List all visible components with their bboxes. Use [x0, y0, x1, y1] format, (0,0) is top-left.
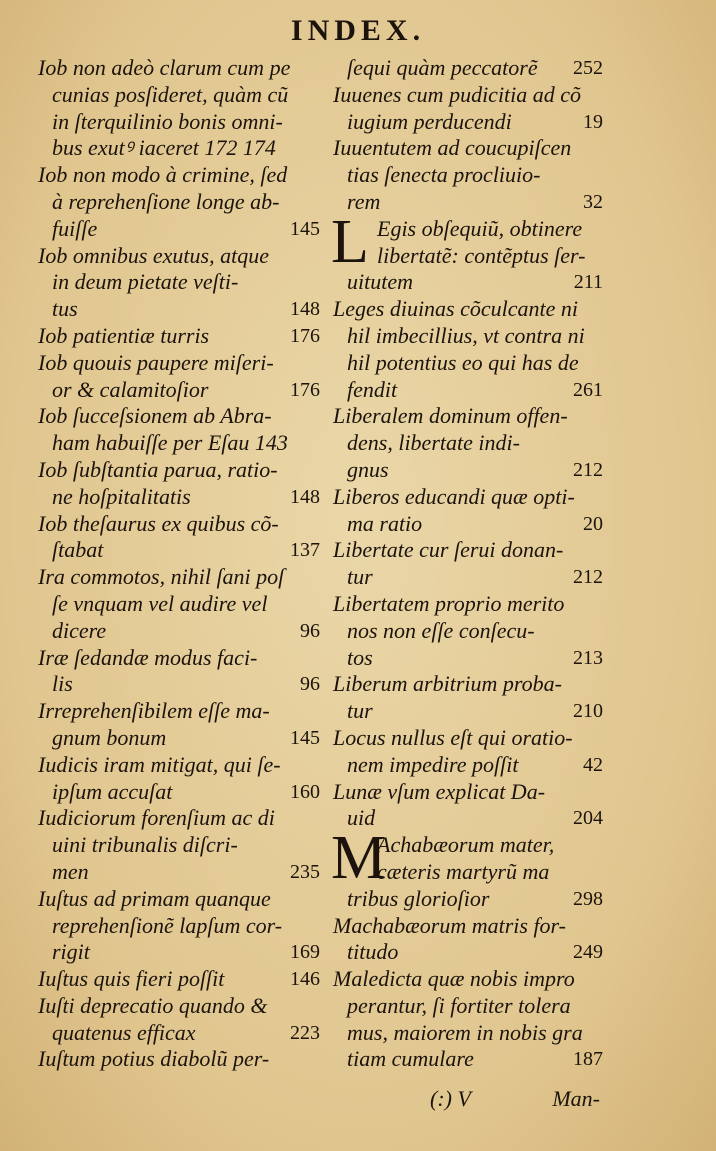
index-entry-line	[333, 886, 603, 913]
index-entry-line	[38, 725, 320, 752]
index-entry-line	[38, 243, 320, 270]
index-entry-text: tiam cumulare	[347, 1046, 474, 1072]
index-entry-line	[333, 457, 603, 484]
index-entry-text: ſe vnquam vel audire vel	[52, 590, 268, 616]
index-entry-line	[38, 886, 320, 913]
index-entry-line	[333, 698, 603, 725]
page-reference: 145	[290, 217, 320, 240]
index-entry-line	[333, 779, 603, 806]
index-entry-line	[333, 859, 603, 886]
index-entry-line	[38, 618, 320, 645]
page-reference: 176	[290, 378, 320, 401]
index-entry-text: rem	[347, 188, 381, 214]
index-entry-text: Iob non adeò clarum cum pe	[38, 55, 291, 80]
index-entry-line	[38, 377, 320, 404]
index-entry-line	[38, 859, 320, 886]
index-entry-line	[38, 162, 320, 189]
index-entry-line	[38, 189, 320, 216]
index-entry-line	[38, 109, 320, 136]
index-entry-line	[38, 296, 320, 323]
index-entry-line	[38, 939, 320, 966]
index-entry-text: Iob patientiæ turris	[38, 322, 210, 348]
index-entry-line	[333, 269, 603, 296]
index-entry-line	[333, 591, 603, 618]
index-entry-text: Maledicta quæ nobis impro	[333, 966, 575, 992]
index-entry-line	[38, 457, 320, 484]
page-reference: 187	[573, 1048, 603, 1071]
index-entry-text: Machabæorum matris for-	[333, 912, 567, 938]
index-entry-line	[38, 966, 320, 993]
page-footer	[430, 1086, 600, 1116]
page-reference: 252	[573, 57, 603, 79]
index-entry-line	[333, 671, 603, 698]
index-entry-text: ſtabat	[52, 537, 104, 563]
catchword: Man-	[552, 1086, 600, 1111]
index-entry-line	[333, 403, 603, 430]
index-entry-line	[38, 832, 320, 859]
index-entry-text: hil potentius eo qui has de	[347, 349, 579, 375]
index-entry-line	[38, 591, 320, 618]
index-entry-line	[38, 537, 320, 564]
index-entry-text: gnum bonum	[52, 724, 167, 750]
index-entry-text: titudo	[347, 939, 399, 965]
page-reference: 145	[290, 726, 320, 749]
index-entry-text: Iob omnibus exutus, atque	[38, 242, 269, 268]
index-entry-line	[38, 698, 320, 725]
index-entry-text: ipſum accuſat	[52, 778, 173, 804]
index-entry-text: Liberum arbitrium proba-	[333, 671, 562, 697]
page-reference: 235	[290, 860, 320, 883]
page-reference: 146	[290, 968, 320, 991]
page-reference: 210	[573, 700, 603, 723]
index-entry-text: rigit	[52, 939, 90, 965]
page-reference: 169	[290, 941, 320, 964]
index-entry-text: Libertate cur ſerui donan-	[333, 537, 564, 563]
index-entry-text: reprehenſionẽ lapſum cor-	[52, 912, 283, 938]
index-entry-line	[38, 1046, 320, 1073]
index-entry-text: cunias posſideret, quàm cũ	[52, 81, 289, 107]
index-entry-text: tus	[52, 296, 78, 322]
page-reference: 160	[290, 780, 320, 803]
index-entry-line	[38, 269, 320, 296]
index-entry-line	[333, 323, 603, 350]
page-reference: 96	[300, 619, 320, 642]
index-entry-line	[333, 913, 603, 940]
index-entry-line	[333, 350, 603, 377]
drop-capital: L	[331, 207, 369, 276]
index-entry-text: gnus	[347, 456, 389, 482]
index-entry-text: fuiſſe	[52, 215, 98, 241]
index-entry-line	[333, 511, 603, 538]
index-entry-text: dens, libertate indi-	[347, 430, 520, 456]
index-entry-text: ne hoſpitalitatis	[52, 483, 191, 509]
index-entry-line	[333, 1020, 603, 1047]
index-entry-text: Irreprehenſibilem eſſe ma-	[38, 698, 270, 724]
index-entry-text: mus, maiorem in nobis gra	[347, 1019, 583, 1045]
index-entry-text: tias ſenecta procliuio-	[347, 162, 541, 188]
index-entry-text: Egis obſequiũ, obtinere	[377, 215, 583, 241]
page-reference: 137	[290, 539, 320, 562]
index-entry-line	[38, 671, 320, 698]
index-entry-text: Iræ ſedandæ modus faci-	[38, 644, 258, 670]
index-entry-line	[333, 243, 603, 270]
index-entry-text: Iob quouis paupere miſeri-	[38, 349, 274, 375]
index-entry-line	[333, 82, 603, 109]
index-entry-text: Lunæ vſum explicat Da-	[333, 778, 546, 804]
page-reference: 148	[290, 485, 320, 508]
index-entry-line	[38, 216, 320, 243]
index-entry-line	[333, 752, 603, 779]
index-entry-text: Iudiciorum forenſium ac di	[38, 805, 275, 831]
index-entry-line	[38, 82, 320, 109]
index-entry-text: à reprehenſione longe ab-	[52, 188, 280, 214]
index-entry-text: ſequi quàm peccatorẽ	[347, 55, 538, 80]
page-reference: 32	[583, 190, 603, 213]
page-reference: 19	[583, 110, 603, 133]
page-reference: 261	[573, 378, 603, 401]
page-reference: 223	[290, 1021, 320, 1044]
index-entry-line	[38, 564, 320, 591]
index-entry-text: Iuſtum potius diabolũ per-	[38, 1046, 270, 1072]
index-entry-text: tur	[347, 698, 373, 724]
page-reference: 213	[573, 646, 603, 669]
index-entry-text: Liberos educandi quæ opti-	[333, 483, 575, 509]
index-entry-line	[333, 55, 603, 82]
index-entry-text: lis	[52, 671, 73, 697]
index-entry-text: in deum pietate veſti-	[52, 269, 239, 295]
index-entry-text: Iuſti deprecatio quando &	[38, 992, 268, 1018]
index-entry-line	[333, 564, 603, 591]
index-entry-text: nem impedire poſſit	[347, 751, 519, 777]
index-entry-line	[38, 323, 320, 350]
index-entry-line	[333, 430, 603, 457]
index-entry-line	[38, 135, 320, 162]
index-entry-text: tos	[347, 644, 373, 670]
page-reference: 211	[573, 271, 603, 294]
index-entry-text: tur	[347, 564, 373, 590]
page-reference: 204	[573, 807, 603, 830]
index-entry-text: tribus glorioſior	[347, 885, 490, 911]
page-reference: 20	[583, 512, 603, 535]
index-entry-text: ma ratio	[347, 510, 423, 536]
index-entry-line	[38, 645, 320, 672]
index-entry-line	[333, 993, 603, 1020]
index-entry-line	[333, 377, 603, 404]
index-entry-text: cæteris martyrũ ma	[377, 858, 550, 884]
index-entry-line	[333, 484, 603, 511]
index-entry-text: or & calamitoſior	[52, 376, 209, 402]
index-entry-line	[38, 752, 320, 779]
index-entry-line	[333, 939, 603, 966]
index-entry-line	[333, 537, 603, 564]
index-entry-text: Iuuentutem ad coucupiſcen	[333, 135, 572, 161]
index-entry-line	[38, 55, 320, 82]
page-reference: 212	[573, 458, 603, 481]
page-reference: 298	[573, 887, 603, 910]
page-reference: 148	[290, 298, 320, 321]
index-entry-text: iugium perducendi	[347, 108, 512, 134]
index-entry-text: quatenus efficax	[52, 1019, 196, 1045]
index-entry-text: Liberalem dominum offen-	[333, 403, 568, 429]
page-reference: 212	[573, 566, 603, 589]
index-entry-text: dicere	[52, 617, 107, 643]
index-entry-line	[38, 484, 320, 511]
drop-capital: M	[331, 824, 387, 893]
index-entry-text: Ira commotos, nihil ſani poſ	[38, 564, 285, 590]
index-entry-line	[333, 296, 603, 323]
index-entry-text: fendit	[347, 376, 398, 402]
index-entry-text: men	[52, 858, 89, 884]
index-entry-text: Iuſtus ad primam quanque	[38, 885, 271, 911]
index-entry-line	[38, 403, 320, 430]
index-entry-text: uid	[347, 805, 376, 831]
index-entry-text: Achabæorum mater,	[377, 832, 555, 858]
index-entry-line	[38, 430, 320, 457]
index-entry-line	[38, 805, 320, 832]
index-entry-text: Iob ſubſtantia parua, ratio-	[38, 456, 278, 482]
index-entry-text: bus exutꝰ iaceret 172 174	[52, 135, 276, 161]
index-entry-line	[333, 1046, 603, 1073]
index-entry-text: Locus nullus eſt qui oratio-	[333, 724, 573, 750]
index-column-right	[333, 55, 603, 1073]
index-entry-line	[38, 779, 320, 806]
signature-mark: (:) V	[430, 1086, 471, 1111]
index-entry-text: Iob theſaurus ex quibus cõ-	[38, 510, 279, 536]
index-entry-text: Leges diuinas cõculcante ni	[333, 296, 579, 322]
index-entry-text: uitutem	[347, 269, 413, 295]
index-entry-line	[333, 645, 603, 672]
index-entry-line	[333, 725, 603, 752]
index-entry-text: nos non eſſe conſecu-	[347, 617, 535, 643]
index-entry-text: Iuuenes cum pudicitia ad cõ	[333, 81, 582, 107]
index-entry-text: hil imbecillius, vt contra ni	[347, 322, 585, 348]
index-entry-line	[38, 993, 320, 1020]
index-entry-text: in ſterquilinio bonis omni-	[52, 108, 283, 134]
index-entry-line	[38, 913, 320, 940]
index-entry-line	[333, 618, 603, 645]
index-entry-line	[333, 135, 603, 162]
index-entry-line	[333, 109, 603, 136]
index-entry-text: Iudicis iram mitigat, qui ſe-	[38, 751, 281, 777]
index-entry-text: Libertatem proprio merito	[333, 590, 565, 616]
page-reference: 176	[290, 324, 320, 347]
index-entry-text: Iuſtus quis fieri poſſit	[38, 966, 225, 992]
index-entry-text: Iob ſucceſsionem ab Abra-	[38, 403, 272, 429]
index-entry-text: perantur, ſi fortiter tolera	[347, 992, 571, 1018]
index-entry-line	[333, 162, 603, 189]
index-entry-line	[38, 511, 320, 538]
page-reference: 42	[583, 753, 603, 776]
index-entry-text: Iob non modo à crimine, ſed	[38, 162, 288, 188]
index-entry-line	[333, 966, 603, 993]
index-entry-text: ham habuiſſe per Eſau 143	[52, 430, 288, 456]
page-reference: 249	[573, 941, 603, 964]
page-reference: 96	[300, 673, 320, 696]
index-entry-line	[38, 350, 320, 377]
index-column-left	[38, 55, 320, 1073]
index-entry-text: libertatẽ: contẽptus ſer-	[377, 242, 586, 268]
page-title: INDEX.	[290, 14, 426, 47]
index-entry-line	[333, 189, 603, 216]
index-entry-line	[38, 1020, 320, 1047]
index-entry-text: uini tribunalis diſcri-	[52, 832, 238, 858]
